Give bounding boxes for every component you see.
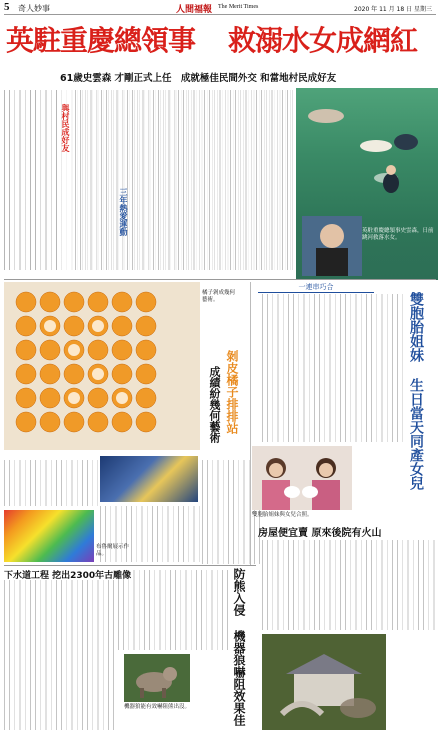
orange-peel-art <box>4 282 200 450</box>
river-scene-illustration <box>296 88 438 280</box>
sub-headline <box>60 70 440 84</box>
article-text-block <box>4 580 114 730</box>
twins-illustration <box>252 446 352 510</box>
headline-left: 英駐重慶總領事 <box>6 24 196 57</box>
robot-wolf-photo <box>124 654 190 702</box>
newspaper-english-name: The Merit Times <box>218 4 259 10</box>
article-text-block <box>262 294 404 442</box>
twins-title: 雙胞胎姐妹 生日當天同產女兒 <box>408 292 424 490</box>
sub-headline-1: 61歲史雲森 才剛正式上任 <box>60 73 172 84</box>
side-head-sports: 三年熱愛運動 <box>119 188 128 236</box>
article-text-block <box>4 460 98 506</box>
side-head-village: 與村民成好友 <box>61 104 70 152</box>
twins-tag: 一連串巧合 <box>258 282 374 293</box>
sewer-title: 下水道工程 挖出2300年古雕像 <box>4 571 132 581</box>
main-headline <box>4 19 436 65</box>
divider <box>4 279 436 280</box>
mandarin-title: 剝皮橘子排排站 <box>225 350 239 434</box>
mandarin-caption-top: 橘子剝成幾何藝術。 <box>202 290 236 303</box>
article-text-block <box>118 570 228 650</box>
headline-right: 救溺水女成網紅 <box>228 24 418 57</box>
wolf-illustration <box>124 654 190 702</box>
mandarin-art-photo <box>4 282 200 450</box>
newspaper-logo: 人間福報 <box>176 5 213 15</box>
mandarin-caption-bottom: 布魯爾展示作品。 <box>96 544 130 557</box>
starry-night-photo <box>100 456 198 502</box>
issue-date: 2020 年 11 月 18 日 <box>354 6 413 13</box>
mandarin-subtitle: 成績紛幾何藝術 <box>208 366 221 443</box>
issue-weekday: 星期三 <box>414 6 433 13</box>
consul-photo-caption: 英駐重慶總領事史雲森，日前跳河救落水女。 <box>362 228 434 241</box>
house-title: 房屋便宜賣 原來後院有火山 <box>258 528 382 539</box>
article-text-block <box>4 90 294 270</box>
bear-caption: 機器狼能有效嚇阻熊出沒。 <box>124 704 191 710</box>
divider <box>250 282 251 566</box>
house-illustration <box>262 634 386 730</box>
page-number: 5 <box>4 1 10 13</box>
sub-headline-2: 成就極佳民間外交 和當地村民成好友 <box>180 73 337 84</box>
article-text-block <box>100 506 200 562</box>
rainbow-peel-photo <box>4 510 94 562</box>
bear-title: 防熊入侵 機器狼嚇阻效果佳 <box>232 568 246 726</box>
section-label: 奇人妙事 <box>18 4 50 13</box>
consul-rescue-photo <box>296 88 438 280</box>
volcano-house-photo <box>262 634 386 730</box>
twins-photo <box>252 446 352 510</box>
article-text-block <box>262 540 438 630</box>
divider <box>4 565 256 566</box>
page-header <box>4 2 436 15</box>
twins-caption: 雙胞胎姐妹與女兒合照。 <box>252 512 313 518</box>
